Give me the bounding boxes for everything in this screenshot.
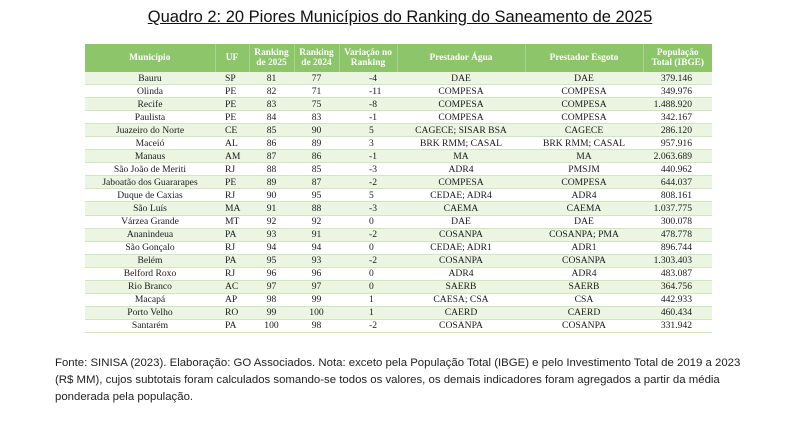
cell-r2024: 75 — [294, 98, 339, 111]
cell-r2025: 94 — [249, 241, 294, 254]
table-row — [85, 163, 712, 176]
cell-agua: BRK RMM; CASAL — [397, 137, 525, 150]
cell-esgoto: MA — [525, 150, 643, 163]
cell-uf: AC — [215, 280, 249, 293]
table-row — [85, 319, 712, 332]
header-populacao: População Total (IBGE) — [643, 44, 712, 72]
cell-agua: SAERB — [397, 280, 525, 293]
cell-agua: CAESA; CSA — [397, 293, 525, 306]
cell-pop: 364.756 — [643, 280, 712, 293]
cell-uf: AM — [215, 150, 249, 163]
cell-var: -11 — [339, 85, 397, 98]
cell-r2025: 88 — [249, 163, 294, 176]
cell-agua: DAE — [397, 72, 525, 85]
cell-agua: COSANPA — [397, 254, 525, 267]
cell-pop: 286.120 — [643, 124, 712, 137]
cell-r2024: 77 — [294, 72, 339, 85]
cell-r2025: 90 — [249, 189, 294, 202]
cell-pop: 460.434 — [643, 306, 712, 319]
cell-agua: CEDAE; ADR1 — [397, 241, 525, 254]
table-header — [85, 44, 712, 72]
cell-uf: PE — [215, 111, 249, 124]
table-row — [85, 150, 712, 163]
cell-esgoto: COMPESA — [525, 85, 643, 98]
cell-uf: RO — [215, 306, 249, 319]
cell-var: 5 — [339, 124, 397, 137]
header-uf: UF — [215, 44, 249, 72]
cell-uf: PE — [215, 98, 249, 111]
cell-pop: 331.942 — [643, 319, 712, 332]
cell-agua: COMPESA — [397, 98, 525, 111]
cell-esgoto: DAE — [525, 72, 643, 85]
cell-municipio: São João de Meriti — [85, 163, 215, 176]
cell-esgoto: COMPESA — [525, 98, 643, 111]
cell-pop: 349.976 — [643, 85, 712, 98]
cell-r2024: 87 — [294, 176, 339, 189]
cell-r2024: 88 — [294, 202, 339, 215]
cell-municipio: Santarém — [85, 319, 215, 332]
cell-var: 1 — [339, 293, 397, 306]
cell-r2025: 95 — [249, 254, 294, 267]
cell-pop: 1.488.920 — [643, 98, 712, 111]
cell-r2024: 100 — [294, 306, 339, 319]
cell-r2025: 99 — [249, 306, 294, 319]
cell-esgoto: DAE — [525, 215, 643, 228]
cell-pop: 896.744 — [643, 241, 712, 254]
header-municipio: Município — [85, 44, 215, 72]
cell-pop: 808.161 — [643, 189, 712, 202]
cell-agua: COMPESA — [397, 111, 525, 124]
cell-pop: 1.037.775 — [643, 202, 712, 215]
table-body — [85, 72, 712, 332]
cell-var: -1 — [339, 150, 397, 163]
cell-municipio: Manaus — [85, 150, 215, 163]
cell-municipio: Rio Branco — [85, 280, 215, 293]
cell-agua: COSANPA — [397, 228, 525, 241]
cell-var: -3 — [339, 163, 397, 176]
cell-r2025: 86 — [249, 137, 294, 150]
cell-uf: SP — [215, 72, 249, 85]
header-prestador-agua: Prestador Água — [397, 44, 525, 72]
cell-r2025: 89 — [249, 176, 294, 189]
cell-pop: 644.037 — [643, 176, 712, 189]
cell-esgoto: PMSJM — [525, 163, 643, 176]
cell-r2025: 91 — [249, 202, 294, 215]
cell-r2024: 95 — [294, 189, 339, 202]
cell-municipio: Belford Roxo — [85, 267, 215, 280]
cell-r2025: 87 — [249, 150, 294, 163]
page-title: Quadro 2: 20 Piores Municípios do Ranking do Saneamento de 2025 — [147, 8, 653, 26]
cell-pop: 478.778 — [643, 228, 712, 241]
cell-var: -2 — [339, 176, 397, 189]
cell-var: -3 — [339, 202, 397, 215]
cell-municipio: Maceió — [85, 137, 215, 150]
cell-pop: 483.087 — [643, 267, 712, 280]
cell-var: 0 — [339, 267, 397, 280]
table-row — [85, 111, 712, 124]
cell-uf: RJ — [215, 163, 249, 176]
cell-esgoto: SAERB — [525, 280, 643, 293]
cell-var: 1 — [339, 306, 397, 319]
cell-uf: AL — [215, 137, 249, 150]
cell-municipio: Jaboatão dos Guararapes — [85, 176, 215, 189]
cell-r2025: 82 — [249, 85, 294, 98]
cell-uf: RJ — [215, 267, 249, 280]
cell-uf: PA — [215, 319, 249, 332]
table-row — [85, 254, 712, 267]
cell-municipio: Duque de Caxias — [85, 189, 215, 202]
cell-esgoto: CAERD — [525, 306, 643, 319]
table-row — [85, 306, 712, 319]
cell-municipio: São Luís — [85, 202, 215, 215]
cell-agua: ADR4 — [397, 267, 525, 280]
cell-r2024: 85 — [294, 163, 339, 176]
header-ranking-2024: Ranking de 2024 — [294, 44, 339, 72]
table-row — [85, 228, 712, 241]
cell-var: 5 — [339, 189, 397, 202]
cell-esgoto: BRK RMM; CASAL — [525, 137, 643, 150]
cell-uf: RJ — [215, 189, 249, 202]
cell-agua: CEDAE; ADR4 — [397, 189, 525, 202]
table-row — [85, 280, 712, 293]
cell-var: -2 — [339, 254, 397, 267]
cell-esgoto: ADR4 — [525, 267, 643, 280]
cell-r2024: 90 — [294, 124, 339, 137]
cell-r2024: 96 — [294, 267, 339, 280]
table-row — [85, 72, 712, 85]
cell-pop: 300.078 — [643, 215, 712, 228]
cell-municipio: Olinda — [85, 85, 215, 98]
cell-r2025: 81 — [249, 72, 294, 85]
cell-r2024: 91 — [294, 228, 339, 241]
cell-r2024: 94 — [294, 241, 339, 254]
cell-esgoto: COSANPA — [525, 319, 643, 332]
cell-pop: 1.303.403 — [643, 254, 712, 267]
cell-r2025: 100 — [249, 319, 294, 332]
cell-r2025: 83 — [249, 98, 294, 111]
cell-uf: PE — [215, 176, 249, 189]
cell-municipio: Recife — [85, 98, 215, 111]
cell-var: -2 — [339, 228, 397, 241]
cell-r2025: 92 — [249, 215, 294, 228]
ranking-table — [85, 44, 712, 333]
cell-agua: MA — [397, 150, 525, 163]
cell-r2025: 84 — [249, 111, 294, 124]
table-row — [85, 189, 712, 202]
table-row — [85, 267, 712, 280]
cell-var: -8 — [339, 98, 397, 111]
cell-uf: CE — [215, 124, 249, 137]
cell-agua: CAERD — [397, 306, 525, 319]
cell-municipio: Macapá — [85, 293, 215, 306]
cell-esgoto: COMPESA — [525, 176, 643, 189]
cell-esgoto: COMPESA — [525, 111, 643, 124]
header-variacao: Variação no Ranking — [339, 44, 397, 72]
cell-r2024: 71 — [294, 85, 339, 98]
cell-agua: CAEMA — [397, 202, 525, 215]
cell-var: 0 — [339, 280, 397, 293]
cell-uf: PE — [215, 85, 249, 98]
cell-pop: 342.167 — [643, 111, 712, 124]
cell-agua: COMPESA — [397, 85, 525, 98]
cell-var: -1 — [339, 111, 397, 124]
cell-uf: MA — [215, 202, 249, 215]
table-row — [85, 241, 712, 254]
ranking-table-container — [85, 44, 712, 333]
header-ranking-2025: Ranking de 2025 — [249, 44, 294, 72]
cell-r2024: 98 — [294, 319, 339, 332]
cell-municipio: Ananindeua — [85, 228, 215, 241]
table-row — [85, 124, 712, 137]
footnote: Fonte: SINISA (2023). Elaboração: GO Associados. Nota: exceto pela População Total (IBGE) e pelo Investimento Total de 2019 a 2023 (R$ MM), cujos subtotais foram calculados somando-se todos os valores, os demais indicadores foram agregados a partir da média ponderada pela população. — [55, 357, 741, 403]
table-row — [85, 215, 712, 228]
cell-r2024: 97 — [294, 280, 339, 293]
cell-var: -4 — [339, 72, 397, 85]
cell-r2024: 99 — [294, 293, 339, 306]
cell-municipio: Belém — [85, 254, 215, 267]
cell-agua: COMPESA — [397, 176, 525, 189]
cell-esgoto: COSANPA — [525, 254, 643, 267]
cell-uf: MT — [215, 215, 249, 228]
cell-pop: 957.916 — [643, 137, 712, 150]
cell-municipio: Paulista — [85, 111, 215, 124]
cell-municipio: São Gonçalo — [85, 241, 215, 254]
cell-esgoto: CSA — [525, 293, 643, 306]
cell-pop: 2.063.689 — [643, 150, 712, 163]
cell-agua: COSANPA — [397, 319, 525, 332]
table-row — [85, 293, 712, 306]
table-row — [85, 176, 712, 189]
cell-uf: AP — [215, 293, 249, 306]
cell-var: 0 — [339, 241, 397, 254]
table-row — [85, 137, 712, 150]
cell-pop: 379.146 — [643, 72, 712, 85]
cell-agua: CAGECE; SISAR BSA — [397, 124, 525, 137]
cell-uf: PA — [215, 228, 249, 241]
table-row — [85, 85, 712, 98]
cell-r2025: 98 — [249, 293, 294, 306]
cell-pop: 442.933 — [643, 293, 712, 306]
cell-esgoto: CAGECE — [525, 124, 643, 137]
cell-r2025: 93 — [249, 228, 294, 241]
cell-var: 3 — [339, 137, 397, 150]
cell-r2024: 93 — [294, 254, 339, 267]
cell-r2024: 92 — [294, 215, 339, 228]
cell-r2025: 85 — [249, 124, 294, 137]
cell-uf: RJ — [215, 241, 249, 254]
cell-agua: ADR4 — [397, 163, 525, 176]
cell-pop: 440.962 — [643, 163, 712, 176]
cell-municipio: Juazeiro do Norte — [85, 124, 215, 137]
cell-r2024: 86 — [294, 150, 339, 163]
cell-agua: DAE — [397, 215, 525, 228]
cell-esgoto: CAEMA — [525, 202, 643, 215]
cell-esgoto: COSANPA; PMA — [525, 228, 643, 241]
cell-esgoto: ADR4 — [525, 189, 643, 202]
cell-var: -2 — [339, 319, 397, 332]
cell-r2024: 89 — [294, 137, 339, 150]
cell-esgoto: ADR1 — [525, 241, 643, 254]
cell-r2024: 83 — [294, 111, 339, 124]
cell-var: 0 — [339, 215, 397, 228]
cell-municipio: Porto Velho — [85, 306, 215, 319]
table-row — [85, 202, 712, 215]
cell-r2025: 96 — [249, 267, 294, 280]
cell-municipio: Várzea Grande — [85, 215, 215, 228]
cell-uf: PA — [215, 254, 249, 267]
table-row — [85, 98, 712, 111]
cell-municipio: Bauru — [85, 72, 215, 85]
cell-r2025: 97 — [249, 280, 294, 293]
header-prestador-esgoto: Prestador Esgoto — [525, 44, 643, 72]
